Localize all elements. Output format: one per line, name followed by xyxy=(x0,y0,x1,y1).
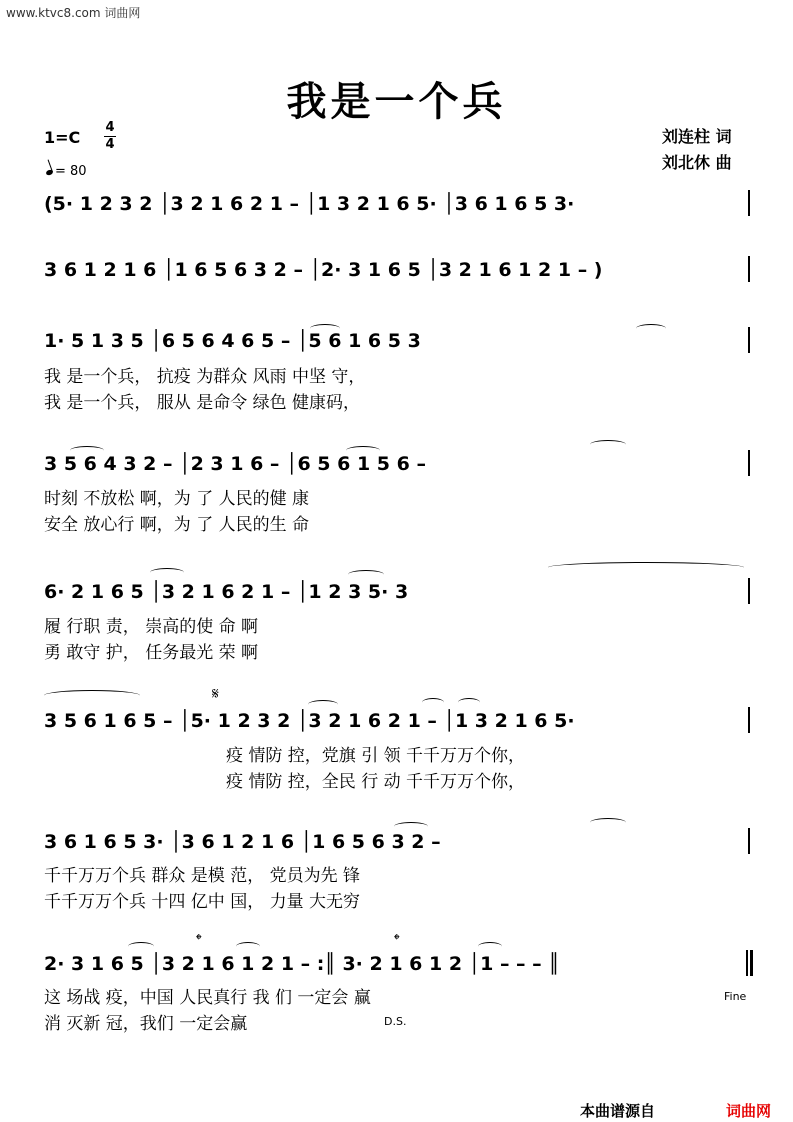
site-watermark: www.ktvc8.com 词曲网 xyxy=(6,6,141,20)
time-top: 4 xyxy=(105,120,115,135)
composer: 刘北休 曲 xyxy=(662,153,732,172)
tie xyxy=(44,690,140,701)
tempo-value: = 80 xyxy=(55,164,87,179)
score-row-4: 3 5 6 4 3 2 – │2 3 1 6 – │6 5 6 1 5 6 – xyxy=(44,453,426,475)
barline xyxy=(748,828,750,854)
lyric-row-4-verse-2: 安全 放心行 啊，为 了 人民的生 命 xyxy=(44,515,310,535)
slur xyxy=(128,942,154,951)
score-row-8: 2· 3 1 6 5 │3 2 1 6 1 2 1 – :║ 3· 2 1 6 1 2 │1 – – – ║ xyxy=(44,953,560,975)
lyric-row-8-verse-1: 这 场战 疫，中国 人民真行 我 们 一定会 赢 xyxy=(44,988,371,1008)
slur xyxy=(636,324,666,333)
footer-source: 本曲谱源自 xyxy=(580,1102,656,1120)
lyric-row-5-verse-1: 履 行职 责， 崇高的使 命 啊 xyxy=(44,617,259,637)
lyric-row-4-verse-1: 时刻 不放松 啊，为 了 人民的健 康 xyxy=(44,489,310,509)
slur xyxy=(422,698,444,707)
lyric-row-8-verse-2: 消 灭新 冠，我们 一定会赢 xyxy=(44,1014,248,1034)
slur xyxy=(590,440,626,449)
quarter-note-icon xyxy=(45,169,53,176)
time-bottom: 4 xyxy=(105,137,115,152)
coda-sign-1: 𝄌 xyxy=(196,930,202,949)
score-row-5: 6· 2 1 6 5 │3 2 1 6 2 1 – │1 2 3 5· 3 xyxy=(44,581,409,603)
slur xyxy=(348,570,384,579)
tempo-marking xyxy=(46,164,87,179)
final-barline-thick xyxy=(750,950,753,976)
slur xyxy=(308,700,338,709)
song-title: 我是一个兵 xyxy=(286,79,507,125)
lyric-row-6-verse-1: 疫 情防 控，党旗 引 领 千千万万个你， xyxy=(226,746,526,766)
barline xyxy=(748,256,750,282)
lyric-row-3-verse-2: 我 是一个兵， 服从 是命令 绿色 健康码， xyxy=(44,393,361,413)
slur xyxy=(458,698,480,707)
score-row-7: 3 6 1 6 5 3· │3 6 1 2 1 6 │1 6 5 6 3 2 – xyxy=(44,831,441,853)
lyric-row-3-verse-1: 我 是一个兵， 抗疫 为群众 风雨 中坚 守， xyxy=(44,367,366,387)
coda-sign-2: 𝄌 xyxy=(394,930,400,949)
slur xyxy=(236,942,260,951)
lyricist: 刘连柱 词 xyxy=(662,127,732,146)
barline xyxy=(748,707,750,733)
score-row-2: 3 6 1 2 1 6 │1 6 5 6 3 2 – │2· 3 1 6 5 │3 2 1 6 1 2 1 – ) xyxy=(44,259,603,281)
slur xyxy=(478,942,502,951)
slur xyxy=(150,568,184,577)
key-signature: 1=C xyxy=(44,128,81,147)
time-signature xyxy=(104,121,116,152)
segno-sign: 𝄋 xyxy=(212,684,219,703)
fine-marking: Fine xyxy=(724,990,747,1003)
ds-marking: D.S. xyxy=(384,1015,407,1028)
lyric-row-7-verse-2: 千千万万个兵 十四 亿中 国， 力量 大无穷 xyxy=(44,892,361,912)
slur xyxy=(394,822,428,831)
score-row-1: (5· 1 2 3 2 │3 2 1 6 2 1 – │1 3 2 1 6 5· │3 6 1 6 5 3· xyxy=(44,193,575,215)
lyric-row-5-verse-2: 勇 敢守 护， 任务最光 荣 啊 xyxy=(44,643,259,663)
barline xyxy=(748,327,750,353)
score-row-6: 3 5 6 1 6 5 – │5· 1 2 3 2 │3 2 1 6 2 1 – │1 3 2 1 6 5· xyxy=(44,710,575,732)
slur xyxy=(590,818,626,827)
lyric-row-7-verse-1: 千千万万个兵 群众 是模 范， 党员为先 锋 xyxy=(44,866,361,886)
barline xyxy=(748,190,750,216)
footer-brand[interactable]: 词曲网 xyxy=(726,1102,772,1120)
barline xyxy=(748,578,750,604)
barline xyxy=(748,450,750,476)
score-row-3: 1· 5 1 3 5 │6 5 6 4 6 5 – │5 6 1 6 5 3 xyxy=(44,330,421,352)
final-barline-thin xyxy=(746,950,748,976)
tie xyxy=(548,562,744,573)
lyric-row-6-verse-2: 疫 情防 控，全民 行 动 千千万万个你， xyxy=(226,772,526,792)
